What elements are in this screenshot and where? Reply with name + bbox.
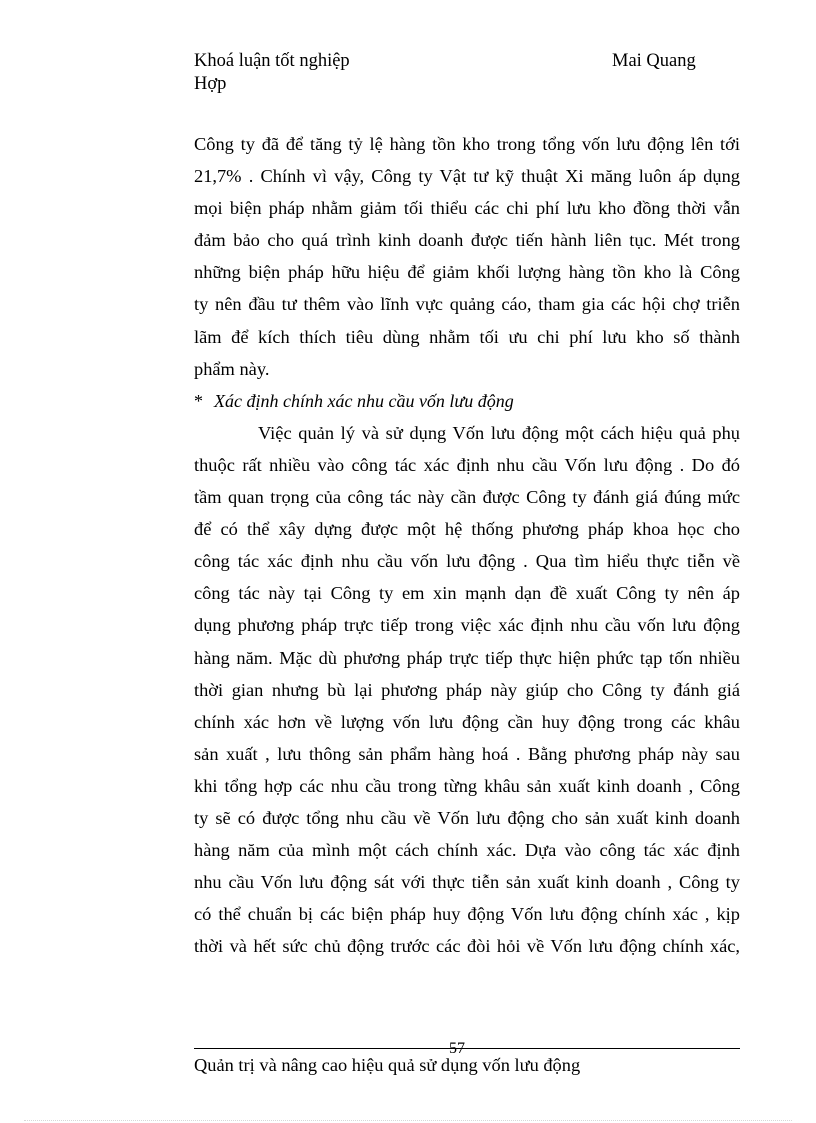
footer-rule [194, 1048, 740, 1049]
paragraph-line: khi tổng hợp các nhu cầu trong từng khâu sản xuất kinh doanh , Công [194, 775, 740, 796]
paragraph-line: ty nên đầu tư thêm vào lĩnh vực quảng cáo, tham gia các hội chợ triễn [194, 294, 740, 315]
paragraph-line: lãm để kích thích tiêu dùng nhằm tối ưu chi phí lưu kho số thành [194, 326, 740, 347]
paragraph-line: hàng năm. Mặc dù phương pháp trực tiếp thực hiện phức tạp tốn nhiều [194, 647, 740, 668]
header-author-continued: Hợp [194, 74, 227, 94]
body-text [194, 128, 740, 962]
section-heading [194, 385, 740, 417]
paragraph-line: tầm quan trọng của công tác này cần được Công ty đánh giá đúng mức [194, 487, 740, 508]
paragraph-line: 21,7% . Chính vì vậy, Công ty Vật tư kỹ thuật Xi măng luôn áp dụng [194, 166, 740, 187]
page-bottom-border [24, 1120, 792, 1121]
paragraph-line: phẩm này. [194, 358, 270, 379]
paragraph-line: Việc quản lý và sử dụng Vốn lưu động một cách hiệu quả phụ [258, 422, 740, 443]
paragraph-line: để có thể xây dựng được một hệ thống phương pháp khoa học cho [194, 519, 740, 540]
paragraph-line: đảm bảo cho quá trình kinh doanh được tiến hành liên tục. Mét trong [194, 230, 740, 251]
paragraph-line: công tác xác định nhu cầu vốn lưu động . Qua tìm hiểu thực tiễn về [194, 551, 740, 572]
header-title: Khoá luận tốt nghiệp [194, 51, 350, 71]
footer-text: Quản trị và nâng cao hiệu quả sử dụng vốn lưu động [194, 1055, 581, 1075]
section-heading-text: Xác định chính xác nhu cầu vốn lưu động [214, 390, 514, 411]
paragraph-line: những biện pháp hữu hiệu để giảm khối lượng hàng tồn kho là Công [194, 262, 740, 283]
paragraph-line: thuộc rất nhiều vào công tác xác định nhu cầu Vốn lưu động . Do đó [194, 454, 740, 475]
header-author: Mai Quang [612, 51, 696, 71]
paragraph-line: có thể chuẩn bị các biện pháp huy động Vốn lưu động chính xác , kịp [194, 904, 740, 925]
heading-bullet: * [194, 390, 203, 411]
paragraph-line: hàng năm của mình một cách chính xác. Dựa vào công tác xác định [194, 840, 740, 861]
paragraph-line: dụng phương pháp trực tiếp trong việc xác định nhu cầu vốn lưu động [194, 615, 740, 636]
paragraph-line: thời gian nhưng bù lại phương pháp này giúp cho Công ty đánh giá [194, 679, 740, 700]
paragraph-line: thời và hết sức chủ động trước các đòi hỏi về Vốn lưu động chính xác, [194, 936, 740, 957]
page-number: 57 [449, 1040, 465, 1057]
paragraph-line: ty sẽ có được tổng nhu cầu về Vốn lưu động cho sản xuất kinh doanh [194, 807, 740, 828]
paragraph-line: Công ty đã để tăng tỷ lệ hàng tồn kho trong tổng vốn lưu động lên tới [194, 134, 740, 154]
paragraph-line: chính xác hơn về lượng vốn lưu động cần huy động trong các khâu [194, 711, 740, 732]
paragraph-line: mọi biện pháp nhằm giảm tối thiểu các chi phí lưu kho đồng thời vẫn [194, 198, 740, 219]
paragraph-line: sản xuất , lưu thông sản phẩm hàng hoá . Bằng phương pháp này sau [194, 743, 740, 764]
paragraph-line: nhu cầu Vốn lưu động sát với thực tiễn sản xuất kinh doanh , Công ty [194, 872, 740, 893]
paragraph-line: công tác này tại Công ty em xin mạnh dạn đề xuất Công ty nên áp [194, 583, 740, 604]
